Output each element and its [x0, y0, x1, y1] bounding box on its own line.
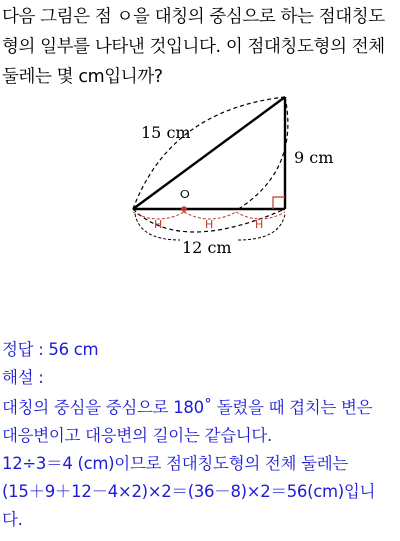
explanation-line-2: 대응변이고 대응변의 길이는 같습니다. [2, 426, 273, 445]
explanation-line-5: 다. [2, 510, 23, 529]
answer-line: 정답 : 56 cm [2, 340, 99, 359]
hypotenuse-length-label: 15 cm [141, 123, 191, 142]
base-length-label: 12 cm [182, 238, 232, 257]
question-line-1: 다음 그림은 점 ㅇ을 대칭의 중심으로 하는 점대칭도 [2, 7, 385, 27]
center-point-label: ㅇ [177, 185, 193, 204]
explanation-line-3: 12÷3＝4 (cm)이므로 점대칭도형의 전체 둘레는 [2, 454, 349, 473]
right-angle-mark [273, 197, 285, 209]
equal-mark-1: H [154, 218, 163, 231]
center-point [181, 206, 187, 212]
explanation-line-1: 대칭의 중심을 중심으로 180˚ 돌렸을 때 겹치는 변은 [2, 398, 373, 417]
hypotenuse-side [133, 97, 285, 209]
equal-mark-3: H [255, 218, 264, 231]
vertical-length-label: 9 cm [294, 148, 334, 167]
explanation-title: 해설 : [2, 368, 44, 387]
question-line-3: 둘레는 몇 cm입니까? [2, 67, 163, 87]
explanation-line-4: (15＋9＋12－4×2)×2＝(36－8)×2＝56(cm)입니 [2, 482, 376, 501]
answer-section [2, 336, 400, 534]
equal-mark-2: H [205, 218, 214, 231]
question-line-2: 형의 일부를 나타낸 것입니다. 이 점대칭도형의 전체 [2, 37, 385, 57]
